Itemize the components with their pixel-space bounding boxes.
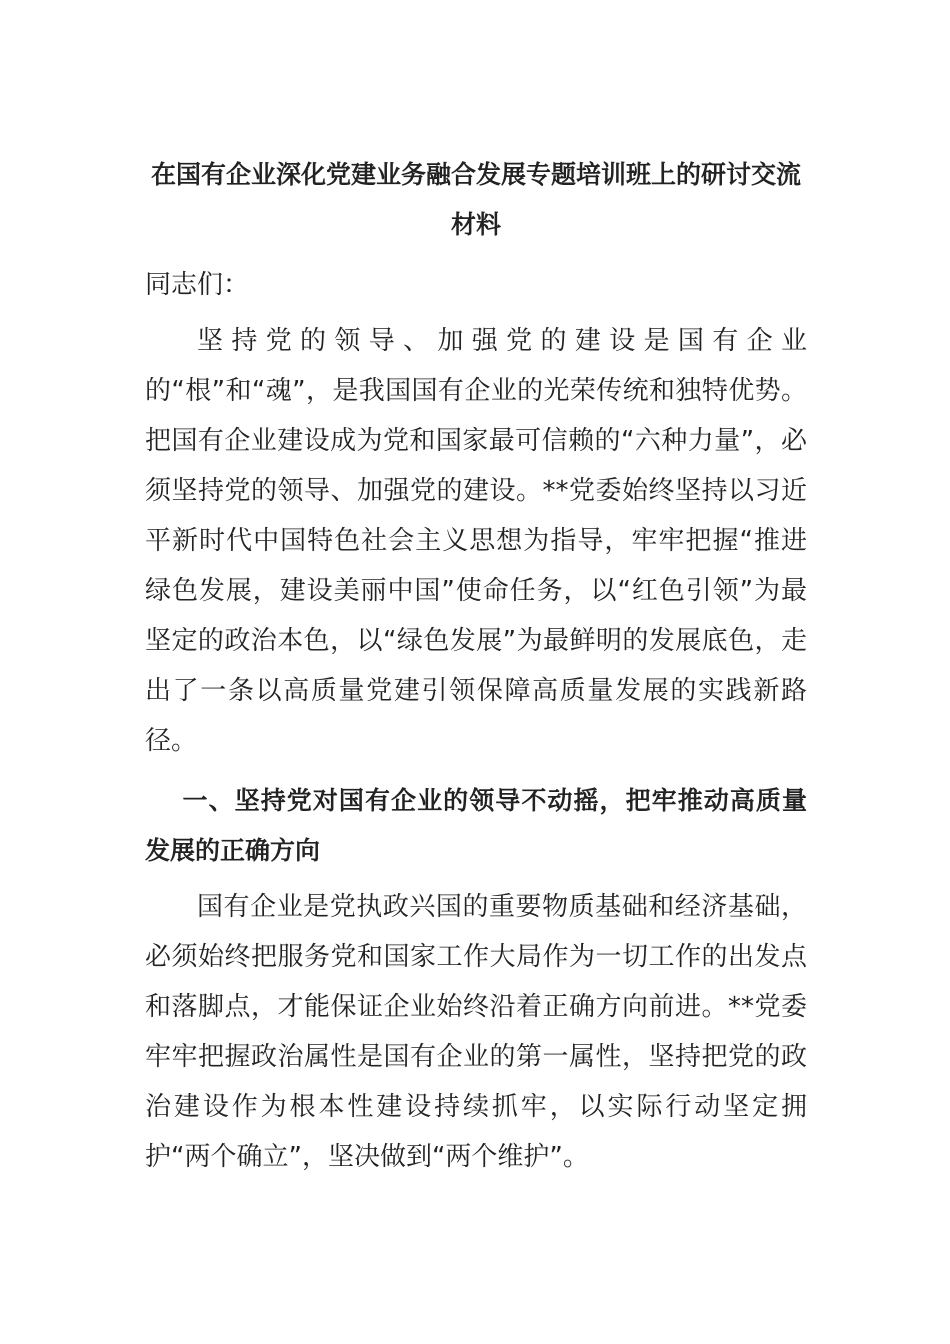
salutation: 同志们： — [145, 270, 250, 300]
section-heading-1: 一、坚持党对国有企业的领导不动摇，把牢推动高质量发展的正确方向 — [145, 786, 807, 865]
paragraph-section-1: 国有企业是党执政兴国的重要物质基础和经济基础，必须始终把服务党和国家工作大局作为一切工作的出发点和落脚点，才能保证企业始终沿着正确方向前进。**党委牢牢把握政治属性是国有企业的第一属性，坚持把党的政治建设作为根本性建设持续抓牢，以实际行动坚定拥护“两个确立”，坚决做到“两个维护”。 — [145, 892, 807, 1172]
document-title: 在国有企业深化党建业务融合发展专题培训班上的研讨交流材料 — [150, 160, 801, 239]
paragraph-intro: 坚持党的领导、加强党的建设是国有企业的“根”和“魂”，是我国国有企业的光荣传统和独特优势。把国有企业建设成为党和国家最可信赖的“六种力量”，必须坚持党的领导、加强党的建设。**党委始终坚持以习近平新时代中国特色社会主义思想为指导，牢牢把握“推进绿色发展，建设美丽中国”使命任务，以“红色引领”为最坚定的政治本色，以“绿色发展”为最鲜明的发展底色，走出了一条以高质量党建引领保障高质量发展的实践新路径。 — [145, 326, 807, 756]
document-body — [145, 150, 807, 1182]
